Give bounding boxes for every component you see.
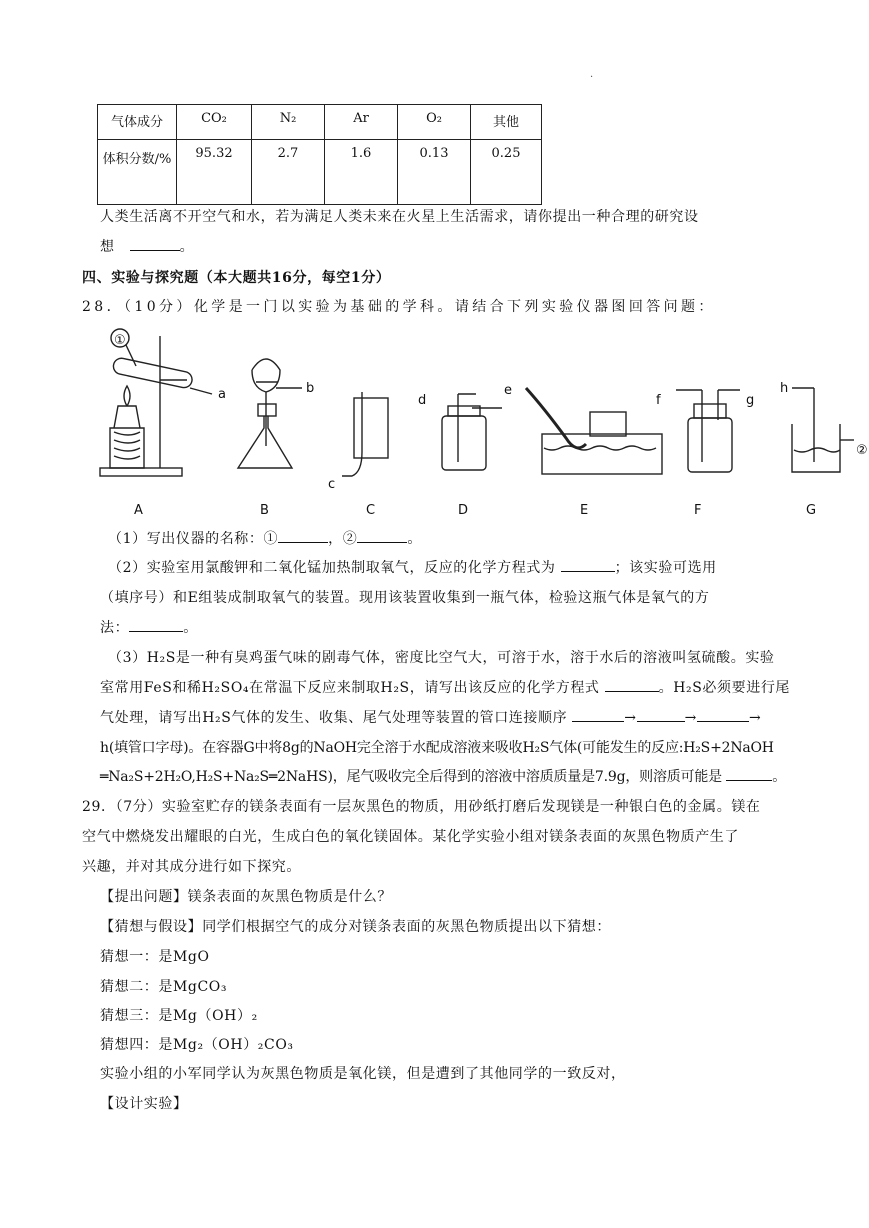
hypothesis-2: 猜想二：是MgCO₃ — [100, 979, 228, 995]
table-cell: 95.32 — [177, 140, 252, 205]
hypothesis-4: 猜想四：是Mg₂（OH）₂CO₃ — [100, 1037, 294, 1053]
label-d: D — [458, 503, 469, 518]
table-row — [98, 140, 542, 205]
table-cell: 0.13 — [398, 140, 471, 205]
port-f: f — [656, 393, 661, 408]
answer-blank[interactable] — [278, 530, 328, 543]
text-line: （1）写出仪器的名称：① — [108, 531, 279, 547]
test-tube — [112, 357, 194, 389]
text-line: ═Na₂S+2H₂O,H₂S+Na₂S═2NaHS)，尾气吸收完全后得到的溶液中溶质质量是7.9g，则溶质可能是 — [100, 769, 722, 785]
text-line: （2）实验室用氯酸钾和二氧化锰加热制取氧气，反应的化学方程式为 — [108, 560, 556, 576]
text-line: 实验小组的小军同学认为灰黑色物质是氧化镁，但是遭到了其他同学的一致反对， — [100, 1066, 626, 1082]
apparatus-diagram — [92, 328, 869, 528]
text-line: 想 — [100, 239, 115, 255]
answer-blank[interactable] — [357, 530, 407, 543]
separatory-funnel — [252, 359, 280, 392]
text-line: 。H₂S必须要进行尾 — [658, 680, 791, 696]
table-cell: N₂ — [252, 105, 325, 140]
callout-2: ② — [856, 443, 868, 458]
text-line: （3）H₂S是一种有臭鸡蛋气味的剧毒气体，密度比空气大，可溶于水，溶于水后的溶液叫氢硫酸。实验 — [108, 650, 775, 666]
port-a: a — [218, 387, 226, 402]
question-28: 28．（10分）化学是一门以实验为基础的学科。请结合下列实验仪器图回答问题： — [82, 299, 716, 315]
page-dot: · — [590, 72, 594, 83]
port-c: c — [328, 477, 336, 492]
label-b: B — [260, 503, 269, 518]
table-cell: 气体成分 — [98, 105, 177, 140]
answer-blank[interactable] — [561, 559, 615, 572]
text-line: 法： — [100, 620, 130, 636]
text-line: h(填管口字母)。在容器G中将8g的NaOH完全溶于水配成溶液来吸收H₂S气体(可能发生的反应:H₂S+2NaOH — [100, 740, 774, 756]
label-f: F — [694, 503, 702, 518]
label-c: C — [366, 503, 376, 518]
text-line: 。 — [183, 620, 198, 636]
text-line: ，② — [328, 531, 358, 547]
port-e: e — [504, 383, 512, 398]
alcohol-lamp — [114, 406, 140, 428]
table-header-row — [98, 105, 542, 140]
label-a: A — [134, 503, 143, 518]
text-line: 。 — [407, 531, 422, 547]
answer-blank[interactable] — [572, 709, 624, 722]
port-h: h — [780, 381, 789, 396]
table-cell: 体积分数/% — [98, 140, 177, 205]
text-line: 【设计实验】 — [100, 1096, 188, 1112]
arrow: → — [748, 710, 762, 726]
table-cell: 其他 — [471, 105, 542, 140]
apparatus-figure — [92, 328, 869, 528]
label-g: G — [806, 503, 817, 518]
answer-blank[interactable] — [726, 768, 772, 781]
text-line: ；该实验可选用 — [614, 560, 717, 576]
port-b: b — [306, 381, 315, 396]
port-g: g — [746, 393, 755, 408]
text-line: （填序号）和E组装成制取氧气的装置。现用该装置收集到一瓶气体，检验这瓶气体是氧气的方 — [100, 590, 710, 606]
answer-blank[interactable] — [605, 679, 659, 692]
table-cell: Ar — [325, 105, 398, 140]
callout-1: ① — [114, 333, 126, 348]
wash-bottle — [688, 418, 732, 472]
question-29: 29．（7分）实验室贮存的镁条表面有一层灰黑色的物质，用砂纸打磨后发现镁是一种银白色的金属。镁在 — [82, 799, 761, 815]
text-line: 【猜想与假设】同学们根据空气的成分对镁条表面的灰黑色物质提出以下猜想： — [100, 919, 611, 935]
text-line: 室常用FeS和稀H₂SO₄在常温下反应来制取H₂S，请写出该反应的化学方程式 — [100, 680, 600, 696]
hypothesis-1: 猜想一：是MgO — [100, 949, 210, 965]
text-line: 。 — [179, 239, 195, 255]
text-line: 空气中燃烧发出耀眼的白光，生成白色的氧化镁固体。某化学实验小组对镁条表面的灰黑色物质产生了 — [82, 829, 739, 845]
table-cell: 1.6 — [325, 140, 398, 205]
table-cell: 2.7 — [252, 140, 325, 205]
text-line: 。 — [772, 769, 787, 785]
gas-composition-table — [97, 104, 542, 205]
section-heading: 四、实验与探究题（本大题共16分，每空1分） — [82, 270, 391, 286]
stand-base — [100, 468, 182, 476]
water-trough — [542, 434, 662, 474]
answer-blank[interactable] — [697, 709, 749, 722]
text-line: 气处理，请写出H₂S气体的发生、收集、尾气处理等装置的管口连接顺序 — [100, 710, 568, 726]
text-line: 人类生活离不开空气和水，若为满足人类未来在火星上生活需求，请你提出一种合理的研究设 — [100, 209, 699, 225]
arrow: → — [684, 710, 697, 726]
answer-blank[interactable] — [129, 619, 183, 632]
port-d: d — [418, 393, 427, 408]
table-cell: O₂ — [398, 105, 471, 140]
conical-flask — [238, 416, 292, 468]
answer-blank[interactable] — [130, 238, 180, 251]
arrow: → — [624, 710, 637, 726]
gas-collecting-bottle — [442, 416, 486, 470]
table-cell: 0.25 — [471, 140, 542, 205]
text-line: 兴趣，并对其成分进行如下探究。 — [82, 859, 301, 875]
hypothesis-3: 猜想三：是Mg（OH）₂ — [100, 1008, 258, 1024]
answer-blank[interactable] — [637, 709, 685, 722]
label-e: E — [580, 503, 589, 518]
text-line: 【提出问题】镁条表面的灰黑色物质是什么？ — [100, 889, 392, 905]
table-cell: CO₂ — [177, 105, 252, 140]
